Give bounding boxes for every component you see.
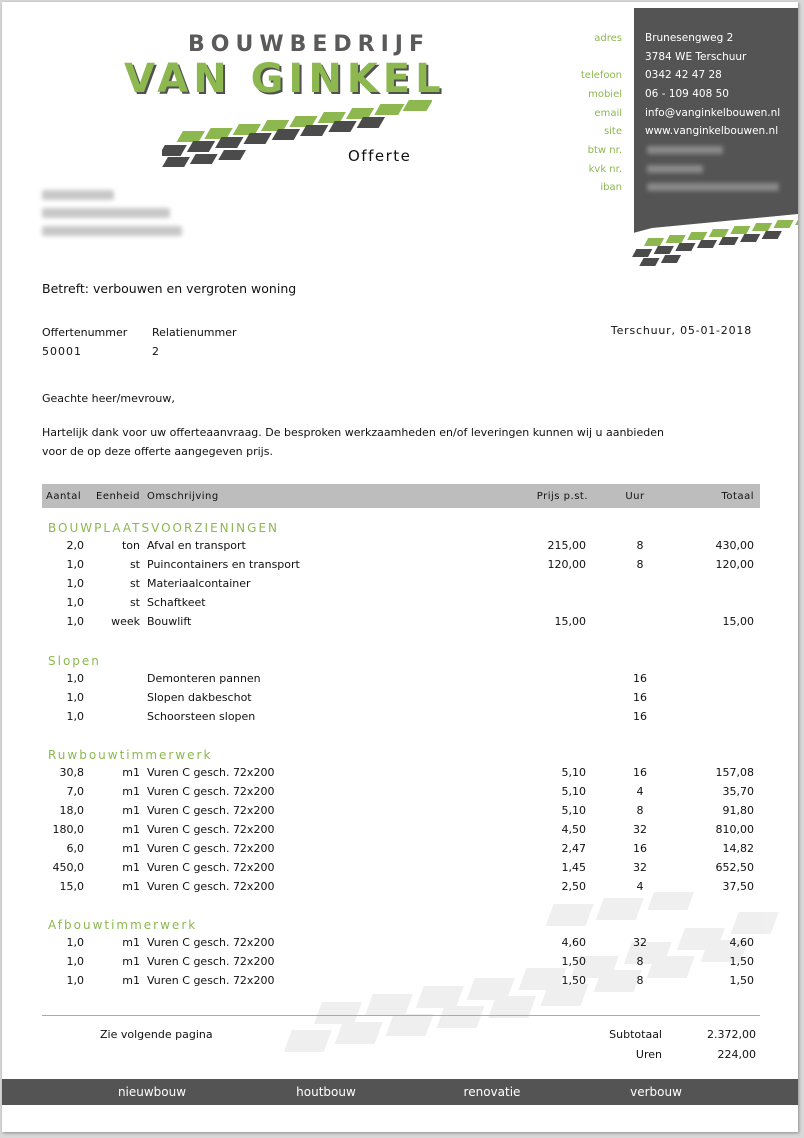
cell-aantal: 1,0 <box>66 558 84 571</box>
cell-aantal: 15,0 <box>59 880 84 893</box>
contact-value-adres: Brunesengweg 2 <box>645 32 734 44</box>
cell-prijs: 5,10 <box>561 766 586 779</box>
section-title: BOUWPLAATSVOORZIENINGEN <box>48 521 279 535</box>
cell-totaal: 35,70 <box>722 785 754 798</box>
cell-aantal: 1,0 <box>66 936 84 949</box>
cell-aantal: 180,0 <box>52 823 84 836</box>
col-header-eenheid: Eenheid <box>96 491 140 502</box>
cell-eenheid: st <box>129 577 140 590</box>
footer-item-verbouw: verbouw <box>630 1085 682 1099</box>
section-title: Afbouwtimmerwerk <box>48 918 198 932</box>
cell-totaal: 1,50 <box>729 955 754 968</box>
table-row <box>2 823 798 841</box>
cell-eenheid: m1 <box>122 880 140 893</box>
table-row <box>2 955 798 973</box>
cell-aantal: 1,0 <box>66 955 84 968</box>
cell-aantal: 1,0 <box>66 710 84 723</box>
cell-aantal: 18,0 <box>59 804 84 817</box>
cell-omschrijving: Vuren C gesch. 72x200 <box>147 880 275 893</box>
cell-eenheid: m1 <box>122 785 140 798</box>
cell-totaal: 14,82 <box>722 842 754 855</box>
cell-uur: 16 <box>633 842 647 855</box>
table-row <box>2 615 798 633</box>
cell-omschrijving: Vuren C gesch. 72x200 <box>147 955 275 968</box>
cell-totaal: 91,80 <box>722 804 754 817</box>
table-row <box>2 842 798 860</box>
col-header-omschrijving: Omschrijving <box>147 491 219 502</box>
cell-omschrijving: Vuren C gesch. 72x200 <box>147 823 275 836</box>
brand-name-top: BOUWBEDRIJF <box>188 32 430 57</box>
cell-totaal: 1,50 <box>729 974 754 987</box>
offerte-number-label: Offertenummer <box>42 326 128 339</box>
table-row <box>2 804 798 822</box>
table-row <box>2 691 798 709</box>
cell-aantal: 1,0 <box>66 672 84 685</box>
cell-prijs: 120,00 <box>547 558 586 571</box>
brand-name-main: VAN GINKEL <box>124 56 446 102</box>
cell-omschrijving: Bouwlift <box>147 615 192 628</box>
cell-eenheid: m1 <box>122 842 140 855</box>
offerte-page <box>2 2 798 1132</box>
cell-prijs: 1,45 <box>561 861 586 874</box>
letter-body-line-1: Hartelijk dank voor uw offerteaanvraag. De besproken werkzaamheden en/of leveringen kunnen wij u aanbieden <box>42 426 664 439</box>
cell-uur: 4 <box>636 880 644 893</box>
cell-omschrijving: Vuren C gesch. 72x200 <box>147 974 275 987</box>
contact-value-site[interactable]: www.vanginkelbouwen.nl <box>645 125 779 137</box>
footer-item-nieuwbouw: nieuwbouw <box>117 1085 187 1099</box>
cell-prijs: 5,10 <box>561 785 586 798</box>
cell-prijs: 4,60 <box>561 936 586 949</box>
section-title: Ruwbouwtimmerwerk <box>48 748 213 762</box>
cell-omschrijving: Vuren C gesch. 72x200 <box>147 804 275 817</box>
cell-totaal: 37,50 <box>722 880 754 893</box>
cell-prijs: 2,50 <box>561 880 586 893</box>
cell-prijs: 2,47 <box>561 842 586 855</box>
cell-eenheid: m1 <box>122 974 140 987</box>
cell-omschrijving: Afval en transport <box>147 539 246 552</box>
contact-label-kvk: kvk nr. <box>588 164 622 175</box>
cell-omschrijving: Materiaalcontainer <box>147 577 251 590</box>
col-header-totaal: Totaal <box>721 491 754 502</box>
cell-totaal: 810,00 <box>715 823 754 836</box>
cell-eenheid: m1 <box>122 804 140 817</box>
table-row <box>2 936 798 954</box>
cell-omschrijving: Puincontainers en transport <box>147 558 300 571</box>
cell-prijs: 1,50 <box>561 955 586 968</box>
table-row <box>2 539 798 557</box>
subject-line: Betreft: verbouwen en vergroten woning <box>42 281 297 296</box>
cell-uur: 32 <box>633 861 647 874</box>
cell-omschrijving: Slopen dakbeschot <box>147 691 252 704</box>
cell-uur: 8 <box>636 539 644 552</box>
col-header-aantal: Aantal <box>46 491 82 502</box>
relatie-number-label: Relatienummer <box>152 326 237 339</box>
cell-omschrijving: Vuren C gesch. 72x200 <box>147 861 275 874</box>
cell-uur: 8 <box>636 804 644 817</box>
cell-aantal: 1,0 <box>66 691 84 704</box>
cell-aantal: 1,0 <box>66 615 84 628</box>
table-row <box>2 766 798 784</box>
cell-omschrijving: Vuren C gesch. 72x200 <box>147 785 275 798</box>
contact-label-email: email <box>594 108 622 119</box>
footer-item-renovatie: renovatie <box>463 1085 521 1099</box>
place-date: Terschuur, 05-01-2018 <box>610 324 752 337</box>
cell-aantal: 7,0 <box>66 785 84 798</box>
contact-value-mobiel: 06 - 109 408 50 <box>645 88 729 100</box>
contact-value-email[interactable]: info@vanginkelbouwen.nl <box>645 107 781 119</box>
cell-uur: 8 <box>636 955 644 968</box>
cell-totaal: 652,50 <box>715 861 754 874</box>
cell-uur: 16 <box>633 710 647 723</box>
cell-prijs: 5,10 <box>561 804 586 817</box>
contact-label-adres: adres <box>594 33 622 44</box>
relatie-number-value: 2 <box>152 345 159 358</box>
cell-uur: 16 <box>633 691 647 704</box>
footer-item-houtbouw: houtbouw <box>296 1085 356 1099</box>
cell-eenheid: ton <box>121 539 140 552</box>
letter-body-line-2: voor de op deze offerte aangegeven prijs. <box>42 445 273 458</box>
cell-prijs: 4,50 <box>561 823 586 836</box>
cell-uur: 8 <box>636 558 644 571</box>
contact-value-postcode: 3784 WE Terschuur <box>645 51 747 63</box>
cell-prijs: 215,00 <box>547 539 586 552</box>
letter-greeting: Geachte heer/mevrouw, <box>42 392 175 405</box>
cell-uur: 16 <box>633 672 647 685</box>
table-row <box>2 861 798 879</box>
contact-value-telefoon: 0342 42 47 28 <box>645 69 722 81</box>
cell-totaal: 430,00 <box>715 539 754 552</box>
cell-prijs: 1,50 <box>561 974 586 987</box>
cell-aantal: 30,8 <box>59 766 84 779</box>
cell-totaal: 15,00 <box>722 615 754 628</box>
subtotal-label: Subtotaal <box>609 1028 662 1041</box>
table-row <box>2 577 798 595</box>
contact-label-site: site <box>603 126 622 137</box>
quote-table-body <box>2 2 798 1132</box>
cell-eenheid: m1 <box>122 766 140 779</box>
cell-aantal: 1,0 <box>66 974 84 987</box>
table-row <box>2 596 798 614</box>
table-row <box>2 880 798 898</box>
cell-uur: 16 <box>633 766 647 779</box>
cell-aantal: 450,0 <box>52 861 84 874</box>
table-row <box>2 710 798 728</box>
cell-totaal: 4,60 <box>729 936 754 949</box>
cell-aantal: 1,0 <box>66 596 84 609</box>
offerte-number-value: 50001 <box>42 345 82 358</box>
cell-eenheid: m1 <box>122 955 140 968</box>
contact-label-btw: btw nr. <box>587 145 622 156</box>
section-title: Slopen <box>48 654 101 668</box>
cell-uur: 32 <box>633 823 647 836</box>
cell-eenheid: m1 <box>122 861 140 874</box>
contact-label-mobiel: mobiel <box>588 89 622 100</box>
hours-value: 224,00 <box>717 1048 756 1061</box>
cell-eenheid: m1 <box>122 936 140 949</box>
cell-aantal: 1,0 <box>66 577 84 590</box>
cell-omschrijving: Vuren C gesch. 72x200 <box>147 936 275 949</box>
cell-omschrijving: Vuren C gesch. 72x200 <box>147 842 275 855</box>
cell-totaal: 120,00 <box>715 558 754 571</box>
table-row <box>2 558 798 576</box>
table-row <box>2 974 798 992</box>
cell-omschrijving: Schaftkeet <box>147 596 206 609</box>
cell-aantal: 6,0 <box>66 842 84 855</box>
cell-eenheid: m1 <box>122 823 140 836</box>
col-header-prijs: Prijs p.st. <box>536 491 588 502</box>
cell-omschrijving: Vuren C gesch. 72x200 <box>147 766 275 779</box>
cell-aantal: 2,0 <box>66 539 84 552</box>
cell-eenheid: st <box>129 596 140 609</box>
table-row <box>2 785 798 803</box>
totals-divider <box>42 1015 760 1016</box>
contact-label-iban: iban <box>600 182 622 193</box>
cell-uur: 8 <box>636 974 644 987</box>
continued-note: Zie volgende pagina <box>100 1028 213 1041</box>
cell-prijs: 15,00 <box>554 615 586 628</box>
cell-omschrijving: Demonteren pannen <box>147 672 261 685</box>
col-header-uur: Uur <box>625 491 645 502</box>
subtotal-value: 2.372,00 <box>707 1028 756 1041</box>
table-row <box>2 672 798 690</box>
cell-totaal: 157,08 <box>715 766 754 779</box>
cell-eenheid: st <box>129 558 140 571</box>
cell-uur: 32 <box>633 936 647 949</box>
cell-eenheid: week <box>111 615 140 628</box>
cell-uur: 4 <box>636 785 644 798</box>
hours-label: Uren <box>635 1048 662 1061</box>
cell-omschrijving: Schoorsteen slopen <box>147 710 256 723</box>
contact-label-telefoon: telefoon <box>580 70 622 81</box>
document-type-title: Offerte <box>348 147 412 165</box>
